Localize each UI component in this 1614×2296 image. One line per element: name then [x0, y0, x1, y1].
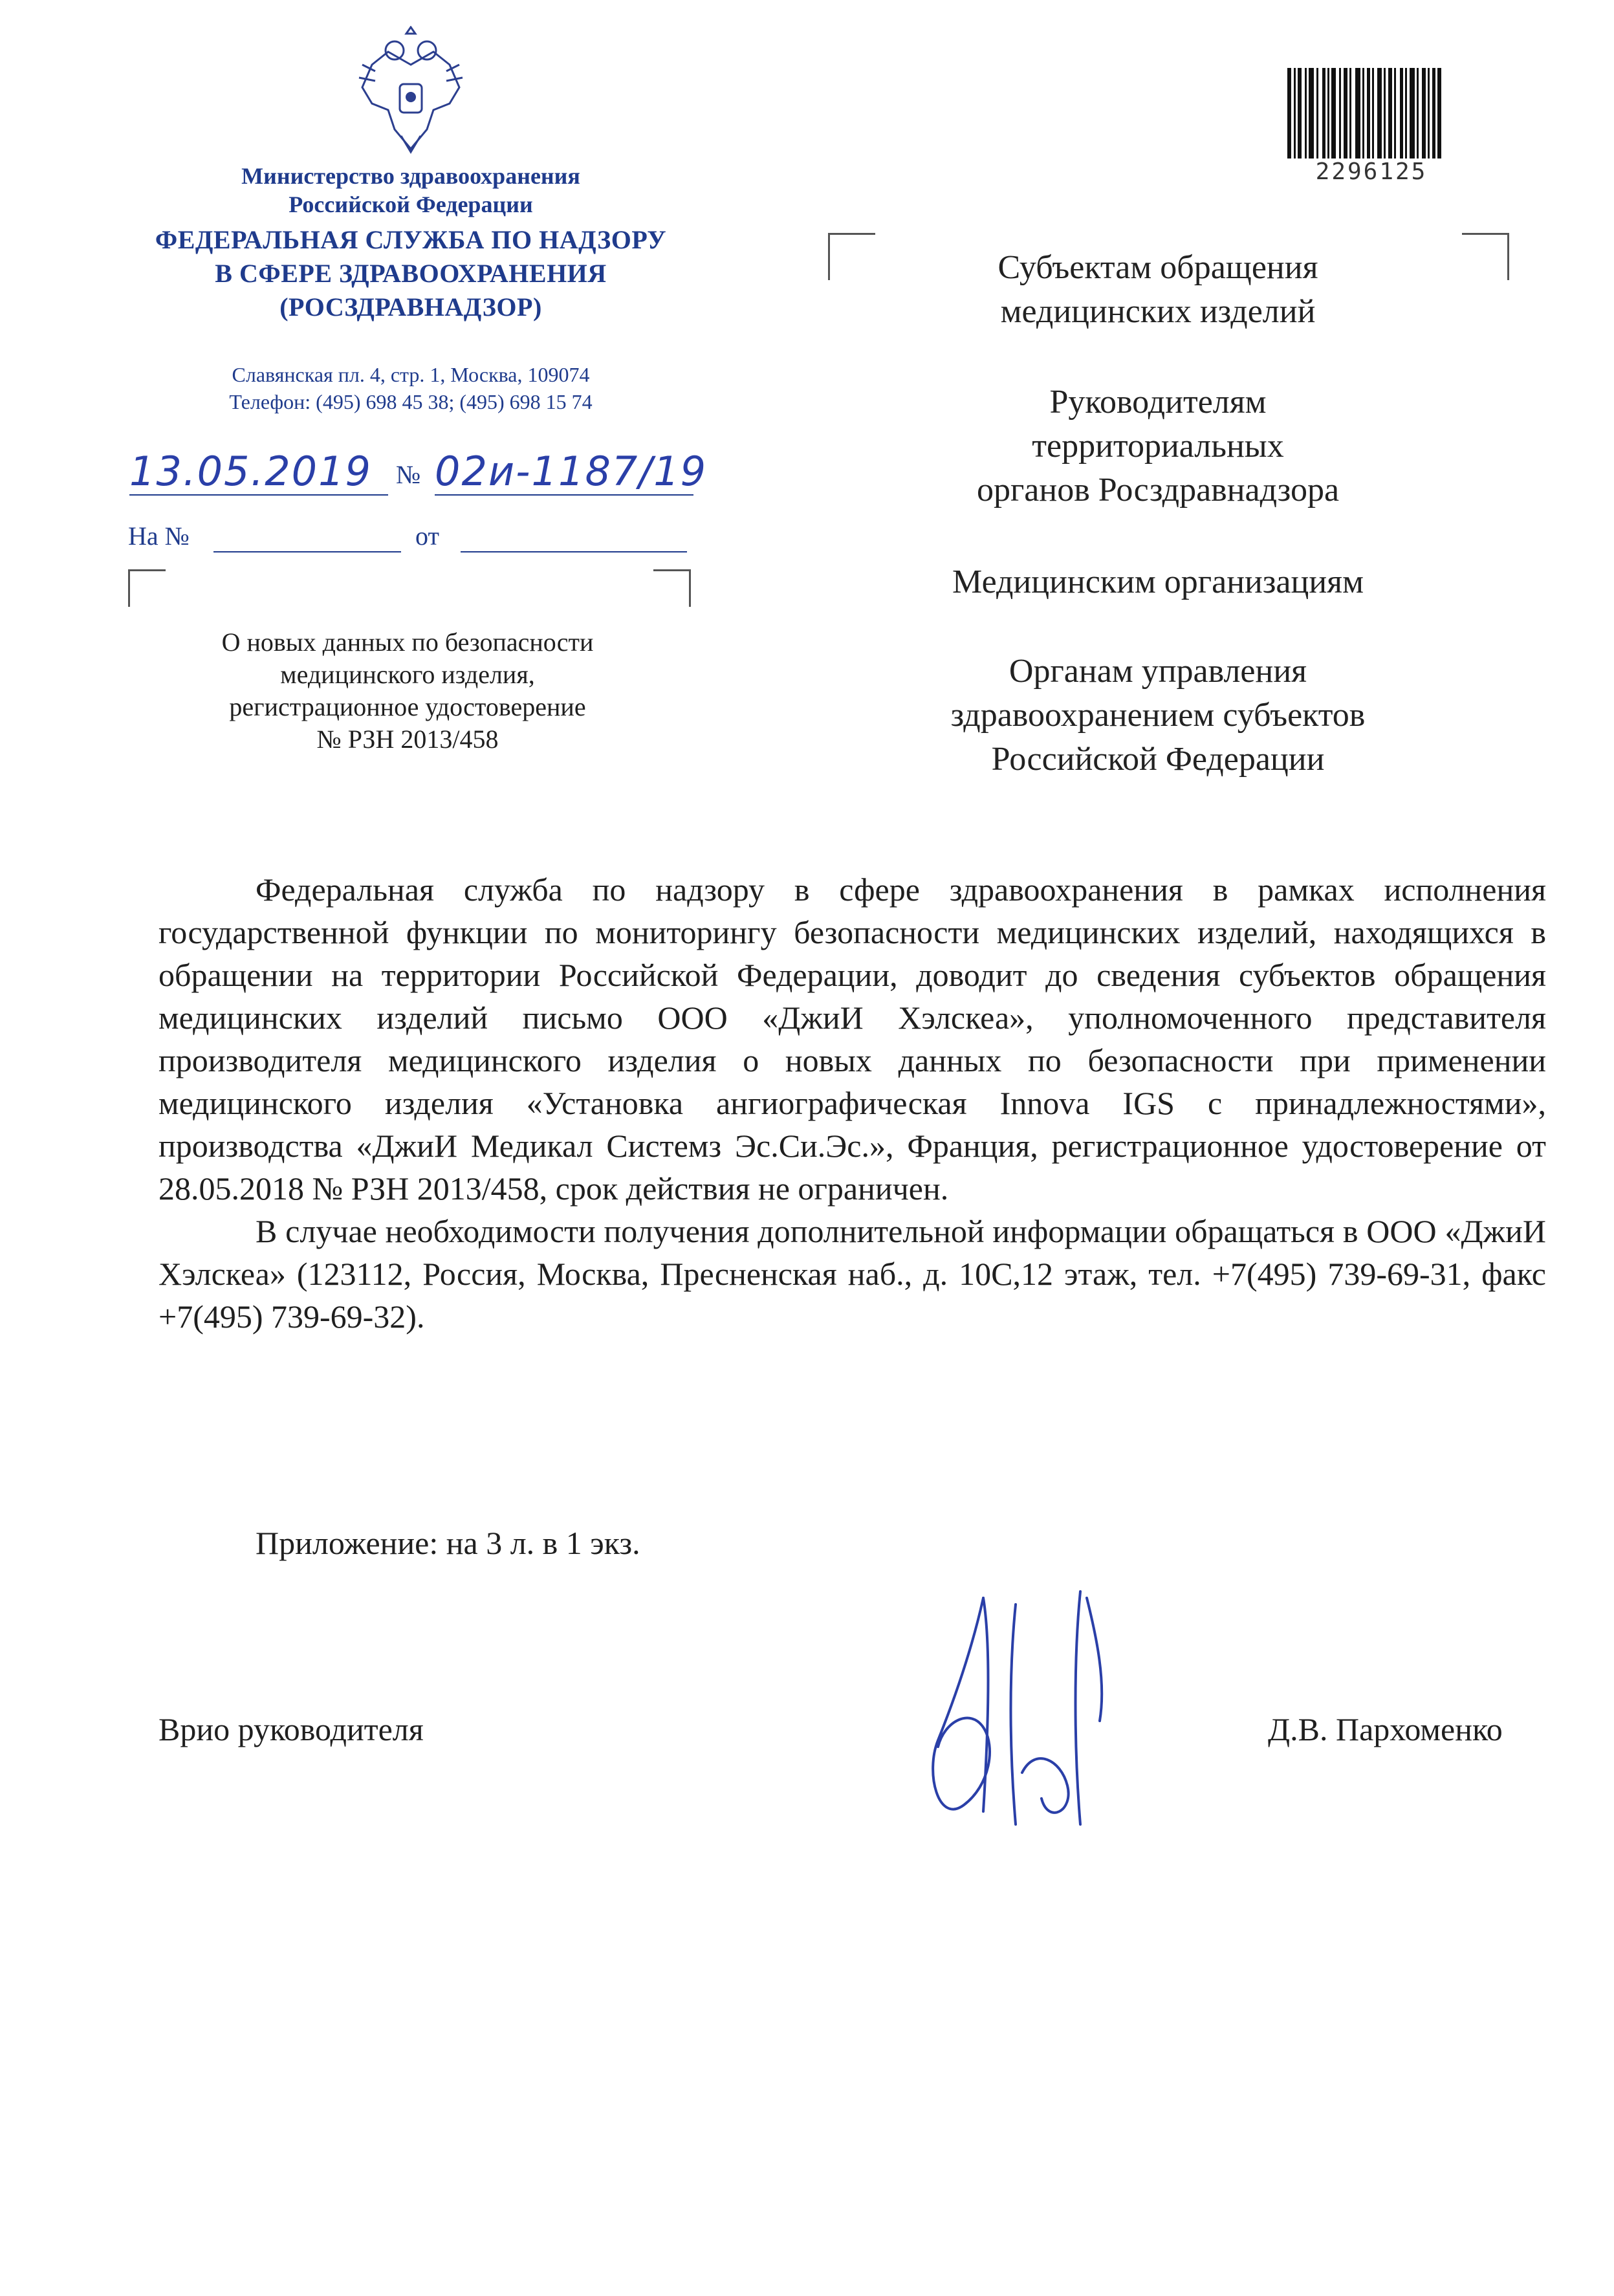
- recipient-bracket-left: [828, 233, 875, 280]
- ministry-name: [162, 162, 660, 219]
- recipient-4-line-3: Российской Федерации: [991, 741, 1325, 778]
- service-line-1: ФЕДЕРАЛЬНАЯ СЛУЖБА ПО НАДЗОРУ: [155, 225, 667, 254]
- coat-of-arms-icon: [349, 26, 472, 159]
- recipient-1-line-1: Субъектам обращения: [998, 249, 1318, 286]
- service-name: [110, 223, 712, 324]
- signatory-position: Врио руководителя: [158, 1711, 424, 1747]
- recipient-2: [893, 380, 1423, 512]
- recipient-4-line-2: здравоохранением субъектов: [950, 697, 1366, 734]
- number-label: №: [396, 460, 421, 489]
- handwritten-number: 02и-1187/19: [435, 448, 708, 495]
- ref-from-label: от: [415, 521, 439, 551]
- ministry-line-2: Российской Федерации: [289, 191, 533, 217]
- recipient-2-line-2: территориальных: [1032, 428, 1284, 465]
- service-line-2: В СФЕРЕ ЗДРАВООХРАНЕНИЯ: [215, 259, 607, 288]
- recipient-bracket-right: [1462, 233, 1509, 280]
- recipient-4-line-1: Органам управления: [1009, 653, 1307, 690]
- ref-from-underline: [461, 551, 687, 552]
- subject-line-1: О новых данных по безопасности: [221, 628, 594, 657]
- recipient-4: [893, 650, 1423, 782]
- address-line-2: Телефон: (495) 698 45 38; (495) 698 15 74: [229, 390, 593, 413]
- subject-bracket-left: [128, 569, 166, 607]
- barcode: [1287, 68, 1456, 159]
- number-underline: [435, 494, 693, 496]
- handwritten-date: 13.05.2019: [129, 448, 372, 495]
- address-line-1: Славянская пл. 4, стр. 1, Москва, 109074: [232, 363, 590, 386]
- barcode-number: 2296125: [1315, 159, 1428, 185]
- body-paragraph-1: Федеральная служба по надзору в сфере здравоохранения в рамках исполнения государственной функции по мониторингу безопасности медицинских изделий, находящихся в обращении на территории Российской Федерации, доводит до сведения субъектов обращения медицинских изделий письмо ООО «ДжиИ Хэлскеа», уполномоченного представителя производителя медицинского изделия о новых данных по безопасности при применении медицинского изделия «Установка ангиографическая Innova IGS с принадлежностями», производства «ДжиИ Медикал Системз Эс.Си.Эс.», Франция, регистрационное удостоверение от 28.05.2018 № РЗН 2013/458, срок действия не ограничен.: [158, 871, 1546, 1207]
- recipient-2-line-3: органов Росздравнадзора: [976, 472, 1340, 508]
- ministry-line-1: Министерство здравоохранения: [241, 163, 580, 189]
- attachment-note: Приложение: на 3 л. в 1 экз.: [256, 1525, 640, 1561]
- signatory-name: Д.В. Пархоменко: [1268, 1711, 1503, 1747]
- ref-underline: [213, 551, 401, 552]
- ref-label: На №: [128, 521, 190, 551]
- handwritten-signature: [912, 1579, 1132, 1831]
- subject-bracket-right: [653, 569, 691, 607]
- recipient-1-line-2: медицинских изделий: [1000, 293, 1316, 330]
- service-line-3: (РОСЗДРАВНАДЗОР): [279, 292, 542, 322]
- date-underline: [129, 494, 388, 496]
- subject-block: [129, 626, 686, 756]
- address-block: [129, 361, 692, 415]
- subject-line-3: регистрационное удостоверение: [229, 692, 586, 721]
- letter-body: [158, 868, 1546, 1338]
- recipient-3-line-1: Медицинским организациям: [952, 563, 1364, 600]
- recipient-3: [893, 560, 1423, 604]
- subject-line-4: № РЗН 2013/458: [316, 725, 499, 754]
- recipient-2-line-1: Руководителям: [1049, 384, 1267, 421]
- subject-line-2: медицинского изделия,: [280, 660, 535, 689]
- recipient-1: [893, 246, 1423, 334]
- body-paragraph-2: В случае необходимости получения дополнительной информации обращаться в ООО «ДжиИ Хэлскеа» (123112, Россия, Москва, Пресненская наб., д. 10С,12 этаж, тел. +7(495) 739-69-31, факс +7(495) 739-69-32).: [158, 1213, 1546, 1335]
